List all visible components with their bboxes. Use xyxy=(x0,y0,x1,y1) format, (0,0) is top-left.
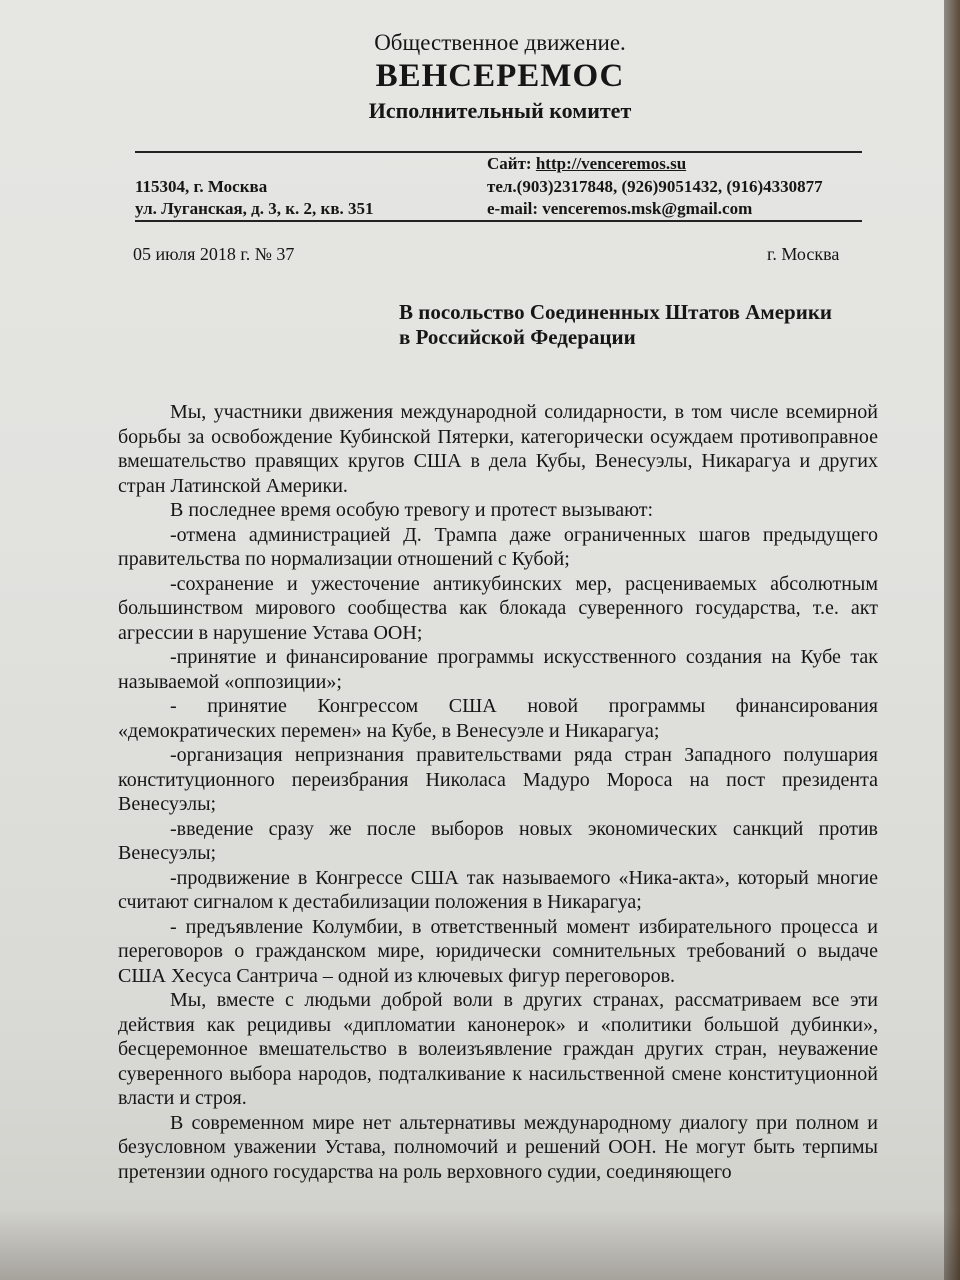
body-paragraph: -сохранение и ужесточение антикубинских мер, расцениваемых абсолютным большинством мирового сообщества как блокада суверенного государства, т.е. акт агрессии в нарушение Устава ООН; xyxy=(118,572,878,644)
committee-name: Исполнительный комитет xyxy=(368,98,632,123)
body-paragraph: - принятие Конгрессом США новой программы финансирования «демократических перемен» на Кубе, в Венесуэле и Никарагуа; xyxy=(118,695,878,742)
city-place: г. Москва xyxy=(767,244,840,264)
body-paragraph: -отмена администрацией Д. Трампа даже ограниченных шагов предыдущего правительства по нормализации отношений с Кубой; xyxy=(118,523,878,570)
paper-right-edge-shadow xyxy=(944,0,960,1280)
phone-numbers: тел.(903)2317848, (926)9051432, (916)4330877 xyxy=(487,177,823,196)
site-line xyxy=(487,154,686,174)
letter-body xyxy=(118,400,878,1184)
email-address: e-mail: venceremos.msk@gmail.com xyxy=(487,199,753,218)
paper-bottom-shadow xyxy=(0,1210,960,1280)
date-and-number: 05 июля 2018 г. № 37 xyxy=(133,244,295,264)
body-paragraph: - предъявление Колумбии, в ответственный момент избирательного процесса и переговоров о гражданском мире, юридически сомнительных требований о выдаче США Хесуса Сантрича – одной из ключевых фигур переговоров. xyxy=(118,915,878,987)
body-paragraph: В современном мире нет альтернативы международному диалогу при полном и безусловном уважении Устава, полномочий и решений ООН. Не могут быть терпимы претензии одного государства на роль верховного судии, соединяющего xyxy=(118,1111,878,1183)
body-paragraph: -продвижение в Конгрессе США так называемого «Ника-акта», который многие считают сигналом к дестабилизации положения в Никарагуа; xyxy=(118,866,878,913)
postal-address: 115304, г. Москва xyxy=(135,177,268,196)
street-address: ул. Луганская, д. 3, к. 2, кв. 351 xyxy=(135,199,374,218)
addressee-line-1: В посольство Соединенных Штатов Америки xyxy=(399,300,833,324)
org-type: Общественное движение. xyxy=(374,30,626,55)
body-paragraph: -принятие и финансирование программы искусственного создания на Кубе так называемой «оппозиции»; xyxy=(118,646,878,693)
site-label: Сайт: xyxy=(487,154,536,173)
site-link[interactable]: http://venceremos.su xyxy=(535,154,687,173)
body-paragraph: Мы, участники движения международной солидарности, в том числе всемирной борьбы за освобождение Кубинской Пятерки, категорически осуждаем противоправное вмешательство правящих кругов США в дела Кубы, Венесуэлы, Никарагуа и других стран Латинской Америки. xyxy=(118,401,878,497)
addressee-line-2: в Российской Федерации xyxy=(399,325,636,349)
body-paragraph: Мы, вместе с людьми доброй воли в других странах, рассматриваем все эти действия как рецидивы «дипломатии канонерок» и «политики большой дубинки», бесцеремонное вмешательство в волеизъявление граждан других стран, неуважение суверенного выбора народов, подталкивание к насильственной смене конституционной власти и строя. xyxy=(118,989,878,1109)
header-rule-top xyxy=(135,151,862,153)
body-paragraph: В последнее время особую тревогу и протест вызывают: xyxy=(170,499,654,521)
header-rule-bottom xyxy=(135,220,862,222)
body-paragraph: -организация непризнания правительствами ряда стран Западного полушария конституционного переизбрания Николаса Мадуро Мороса на пост президента Венесуэлы; xyxy=(118,744,878,815)
body-paragraph: -введение сразу же после выборов новых экономических санкций против Венесуэлы; xyxy=(118,817,878,864)
org-name: ВЕНСЕРЕМОС xyxy=(375,58,625,94)
